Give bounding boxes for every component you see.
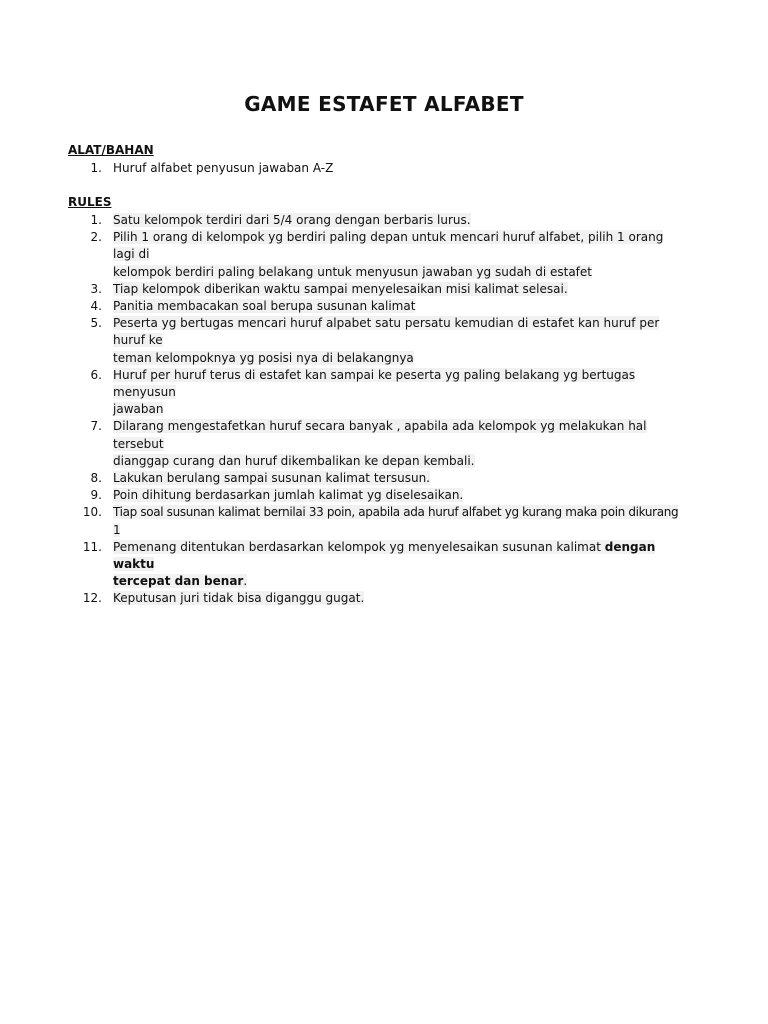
materials-list xyxy=(68,160,688,177)
item-text-line2: teman kelompoknya yg posisi nya di belakangnya xyxy=(113,350,414,365)
list-item xyxy=(68,504,688,538)
item-number: 11. xyxy=(82,539,102,554)
item-text: Lakukan berulang sampai susunan kalimat tersusun. xyxy=(113,471,430,486)
item-text-line1 xyxy=(113,540,655,571)
item-number: 8. xyxy=(90,471,102,486)
item-number: 5. xyxy=(90,316,102,331)
list-item xyxy=(68,367,688,419)
item-text: Panitia membacakan soal berupa susunan kalimat xyxy=(113,299,416,314)
item-number: 10. xyxy=(82,505,102,520)
item-text-bold: dengan waktu xyxy=(113,539,656,572)
rules-list xyxy=(68,212,688,608)
document-title: GAME ESTAFET ALFABET xyxy=(244,92,524,116)
list-item xyxy=(68,418,688,470)
item-text-line2: jawaban xyxy=(113,402,164,417)
list-item xyxy=(68,315,688,367)
item-number: 4. xyxy=(90,299,102,314)
item-number: 7. xyxy=(90,419,102,434)
list-item xyxy=(68,229,688,281)
item-text-line2 xyxy=(113,574,247,588)
item-text: Tiap kelompok diberikan waktu sampai menyelesaikan misi kalimat selesai. xyxy=(113,281,568,296)
list-item xyxy=(68,470,688,487)
list-item xyxy=(68,539,688,591)
item-text-line2: kelompok berdiri paling belakang untuk menyusun jawaban yg sudah di estafet xyxy=(113,264,592,279)
item-number: 1. xyxy=(90,213,102,227)
item-number: 9. xyxy=(90,488,102,503)
item-text-line1: Huruf per huruf terus di estafet kan sampai ke peserta yg paling belakang yg bertugas menyusun xyxy=(113,367,636,400)
item-number: 12. xyxy=(82,591,102,606)
list-item xyxy=(68,298,688,315)
item-text-line1: Pilih 1 orang di kelompok yg berdiri paling depan untuk mencari huruf alfabet, pilih 1 orang lagi di xyxy=(113,230,664,262)
list-item xyxy=(68,160,688,177)
item-text-line2: dianggap curang dan huruf dikembalikan ke depan kembali. xyxy=(113,453,475,468)
item-text-regular: Pemenang ditentukan berdasarkan kelompok yg menyelesaikan susunan kalimat xyxy=(113,539,605,554)
item-number: 3. xyxy=(90,281,102,296)
item-number: 6. xyxy=(90,367,102,382)
item-text-regular: . xyxy=(243,574,248,589)
list-item xyxy=(68,212,688,229)
rules-heading: RULES xyxy=(68,195,112,209)
list-item xyxy=(68,487,688,504)
item-text: Poin dihitung berdasarkan jumlah kalimat yg diselesaikan. xyxy=(113,488,464,503)
item-text-bold: tercepat dan benar xyxy=(113,574,244,589)
item-text: Tiap soal susunan kalimat bernilai 33 poin, apabila ada huruf alfabet yg kurang maka poin dikurang 1 xyxy=(113,505,679,537)
list-item xyxy=(68,590,688,607)
item-number: 2. xyxy=(90,230,102,245)
item-text-line1: Peserta yg bertugas mencari huruf alpabet satu persatu kemudian di estafet kan huruf per huruf ke xyxy=(113,316,660,348)
item-text: Satu kelompok terdiri dari 5/4 orang dengan berbaris lurus. xyxy=(113,213,471,227)
item-text-line1: Dilarang mengestafetkan huruf secara banyak , apabila ada kelompok yg melakukan hal tersebut xyxy=(113,419,647,451)
item-text: Huruf alfabet penyusun jawaban A-Z xyxy=(113,161,334,175)
list-item xyxy=(68,281,688,298)
materials-heading: ALAT/BAHAN xyxy=(68,143,154,157)
item-number: 1. xyxy=(90,161,102,175)
item-text: Keputusan juri tidak bisa diganggu gugat. xyxy=(113,591,365,606)
